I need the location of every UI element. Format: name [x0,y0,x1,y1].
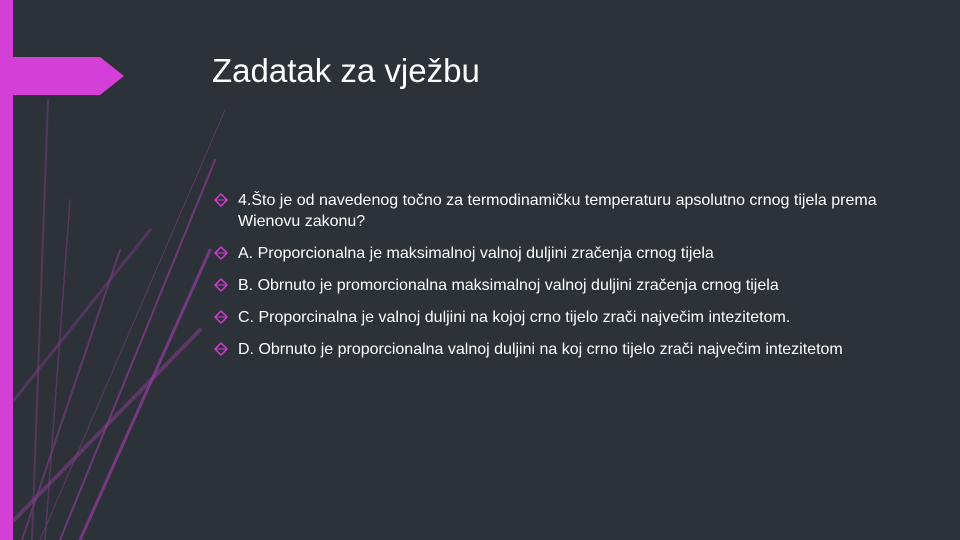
diamond-outline-icon [214,246,228,260]
list-item [214,275,914,296]
diamond-outline-icon [214,278,228,292]
list-item [214,243,914,264]
slide-title: Zadatak za vježbu [212,52,480,89]
diamond-outline-icon [214,342,228,356]
list-item [214,190,914,232]
decorative-lines [14,100,225,540]
bullet-text: A. Proporcionalna je maksimalnoj valnoj duljini zračenja crnog tijela [238,245,714,262]
bullet-text: B. Obrnuto je promorcionalna maksimalnoj valnoj duljini zračenja crnog tijela [238,277,779,294]
list-item [214,307,914,328]
list-item [214,339,914,360]
diamond-outline-icon [214,310,228,324]
bullet-text: D. Obrnuto je proporcionalna valnoj duljini na koj crno tijelo zrači največim intezitetom [238,341,843,358]
bullet-text: C. Proporcinalna je valnoj duljini na kojoj crno tijelo zrači največim intezitetom. [238,309,791,326]
bullet-text: 4.Što je od navedenog točno za termodinamičku temperaturu apsolutno crnog tijela prema Wienovu zakonu? [238,192,877,230]
bullet-list [214,190,914,371]
title-arrow-shape [0,57,124,95]
diamond-outline-icon [214,193,228,207]
